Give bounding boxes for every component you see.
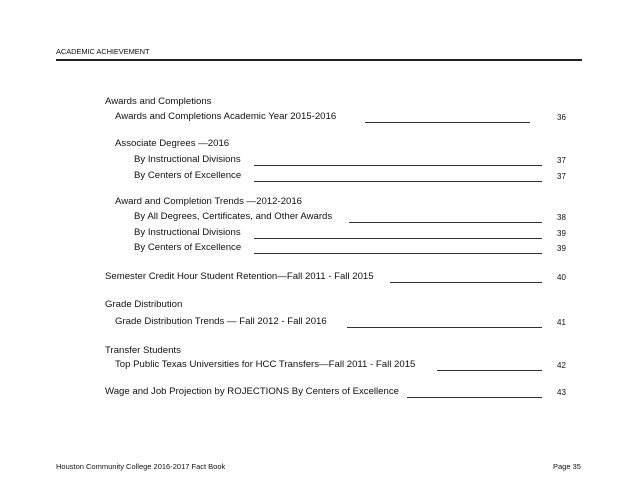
toc-entry-label: By All Degrees, Certificates, and Other Awards [134, 211, 333, 222]
dot-leader [407, 397, 542, 398]
dot-leader [254, 181, 542, 182]
footer-publication: Houston Community College 2016-2017 Fact Book [56, 462, 226, 471]
toc-entry-associate-instructional[interactable] [134, 154, 574, 166]
toc-page-number: 37 [557, 172, 566, 181]
toc-page-number: 41 [557, 318, 566, 327]
dot-leader [254, 238, 542, 239]
toc-page-number: 39 [557, 229, 566, 238]
toc-page-number: 39 [557, 244, 566, 253]
toc-page-number: 36 [557, 113, 566, 122]
dot-leader [347, 327, 542, 328]
toc-entry-label: By Centers of Excellence [134, 242, 242, 253]
toc-page-number: 42 [557, 361, 566, 370]
toc-entry-label: By Centers of Excellence [134, 170, 242, 181]
toc-page-number: 37 [557, 156, 566, 165]
toc-entry-label: By Instructional Divisions [134, 154, 241, 165]
toc-entry-associate-centers[interactable] [134, 170, 574, 182]
toc-entry-awards-academic-year[interactable] [115, 111, 575, 123]
toc-page-number: 40 [557, 273, 566, 282]
toc-entry-trends-all-degrees[interactable] [134, 211, 574, 223]
section-header: ACADEMIC ACHIEVEMENT [56, 47, 150, 56]
toc-entry-label: Awards and Completions Academic Year 2015-2016 [115, 111, 337, 122]
footer-page-number: Page 35 [553, 462, 581, 471]
toc-entry-transfer-universities[interactable] [115, 359, 575, 371]
toc-entry-label: Grade Distribution Trends — Fall 2012 - Fall 2016 [115, 316, 327, 327]
toc-entry-trends-instructional[interactable] [134, 227, 574, 239]
dot-leader [349, 222, 542, 223]
toc-heading-award-trends: Award and Completion Trends —2012-2016 [115, 196, 303, 207]
dot-leader [390, 282, 542, 283]
toc-entry-wage-projection[interactable] [105, 386, 575, 398]
toc-entry-label: By Instructional Divisions [134, 227, 241, 238]
toc-heading-transfer-students: Transfer Students [105, 345, 181, 356]
toc-entry-label: Semester Credit Hour Student Retention—Fall 2011 - Fall 2015 [105, 271, 374, 282]
dot-leader [254, 253, 542, 254]
toc-entry-label: Top Public Texas Universities for HCC Transfers—Fall 2011 - Fall 2015 [115, 359, 416, 370]
dot-leader [437, 370, 542, 371]
toc-entry-trends-centers[interactable] [134, 242, 574, 254]
toc-heading-grade-distribution: Grade Distribution [105, 299, 183, 310]
toc-heading-awards: Awards and Completions [105, 96, 212, 107]
dot-leader [365, 122, 530, 123]
toc-entry-retention[interactable] [105, 271, 575, 283]
toc-entry-grade-trends[interactable] [115, 316, 575, 328]
toc-entry-label: Wage and Job Projection by ROJECTIONS By Centers of Excellence [105, 386, 399, 397]
toc-heading-associate-degrees: Associate Degrees —2016 [115, 138, 230, 149]
dot-leader [254, 165, 542, 166]
toc-page-number: 38 [557, 213, 566, 222]
toc-page-number: 43 [557, 388, 566, 397]
